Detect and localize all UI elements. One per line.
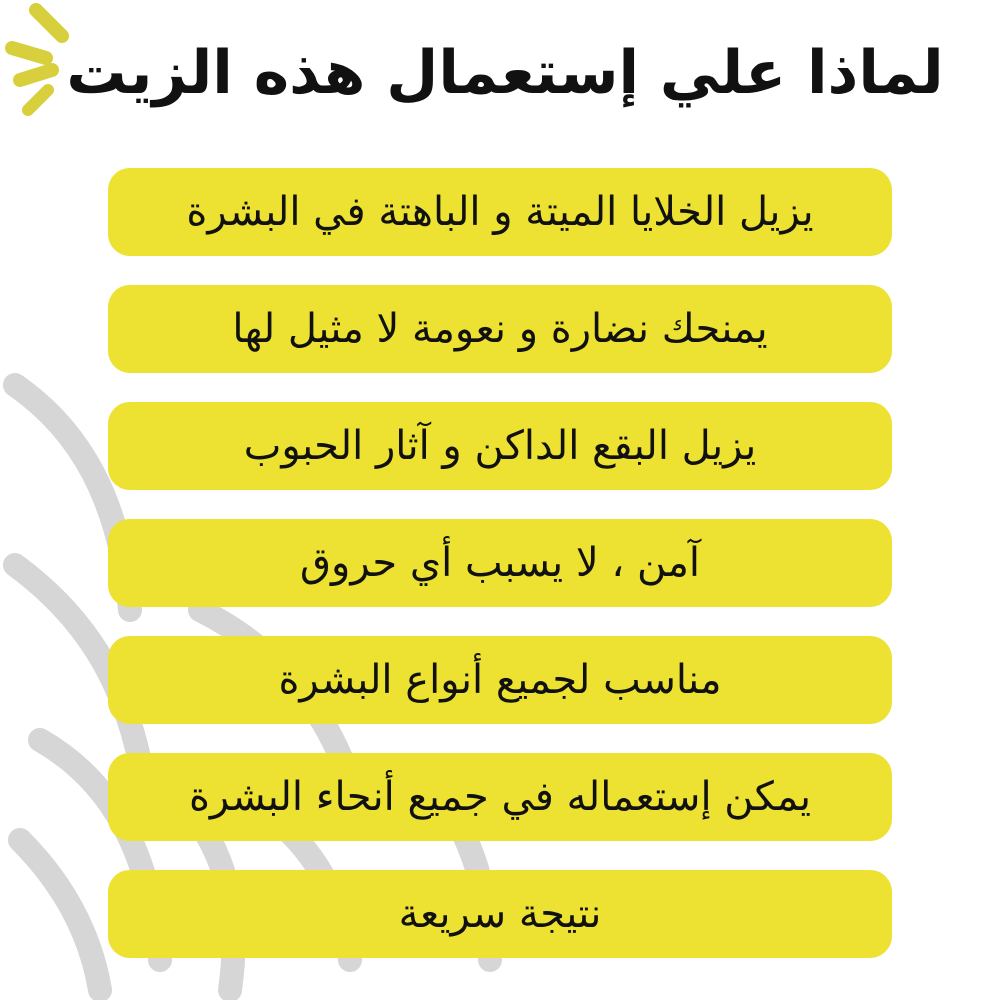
feature-item-whole-body xyxy=(108,753,892,841)
feature-item-remove-dead-cells xyxy=(108,168,892,256)
feature-list xyxy=(108,168,892,987)
feature-item-dark-spots xyxy=(108,402,892,490)
feature-item-all-skin-types xyxy=(108,636,892,724)
feature-item-safe xyxy=(108,519,892,607)
page-title: لماذا علي إستعمال هذه الزيت xyxy=(66,38,944,108)
feature-label: نتيجة سريعة xyxy=(398,891,602,937)
feature-item-freshness-softness xyxy=(108,285,892,373)
feature-label: يمنحك نضارة و نعومة لا مثيل لها xyxy=(232,306,768,352)
feature-label: يزيل الخلايا الميتة و الباهتة في البشرة xyxy=(186,189,814,235)
feature-label: يزيل البقع الداكن و آثار الحبوب xyxy=(243,423,757,469)
feature-item-fast-result xyxy=(108,870,892,958)
feature-label: مناسب لجميع أنواع البشرة xyxy=(278,657,722,703)
feature-label: آمن ، لا يسبب أي حروق xyxy=(299,540,701,586)
feature-label: يمكن إستعماله في جميع أنحاء البشرة xyxy=(188,774,812,820)
